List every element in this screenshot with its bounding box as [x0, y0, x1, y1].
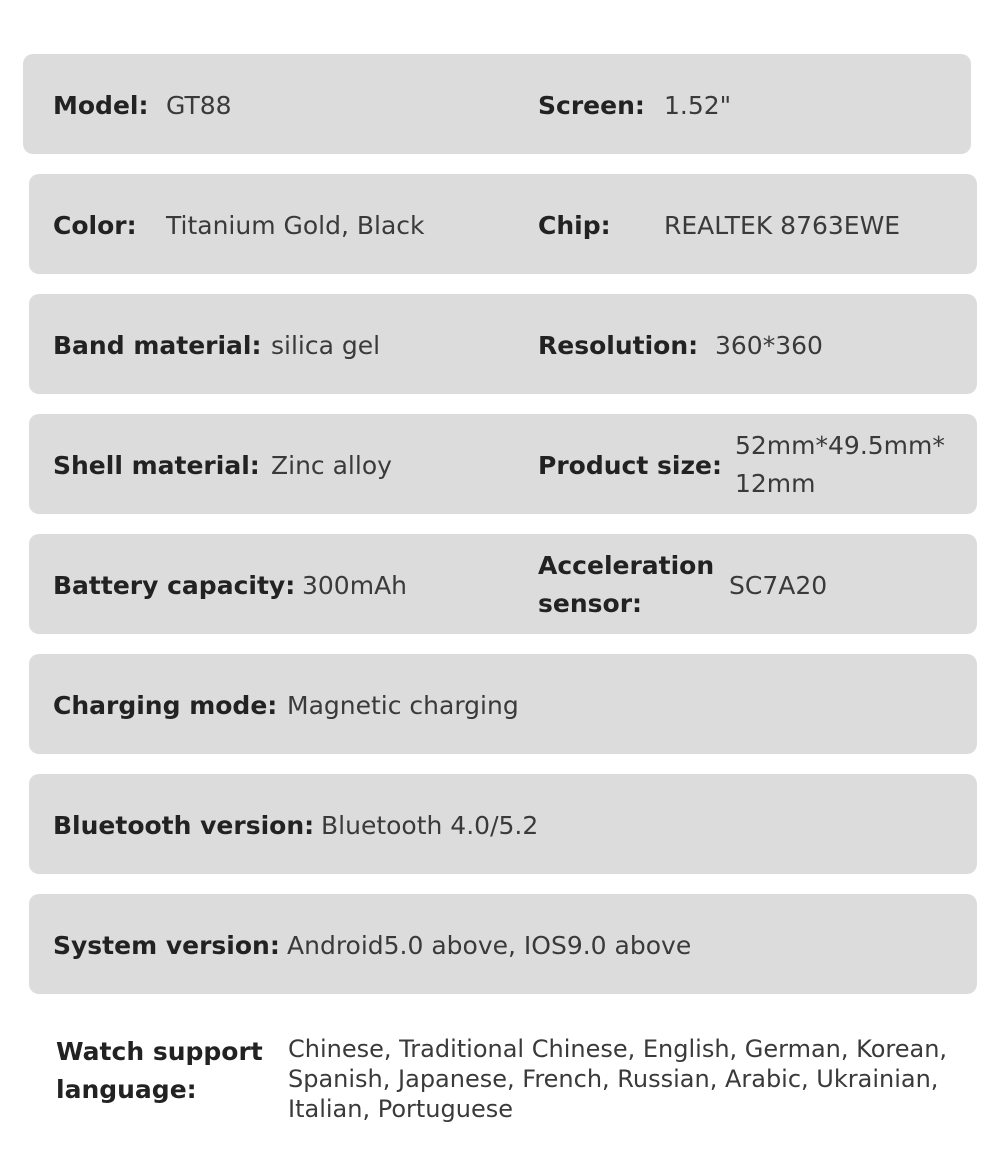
system-version-label: System version: — [53, 931, 280, 960]
product-size-value-line2: 12mm — [735, 469, 816, 498]
acceleration-sensor-label-line1: Acceleration — [538, 551, 715, 580]
watch-support-language-value: Chinese, Traditional Chinese, English, German, Korean, Spanish, Japanese, French, Russian, Arabic, Ukrainian, Italian, Portuguese — [288, 1035, 948, 1123]
model-value: GT88 — [166, 91, 232, 120]
screen-value: 1.52" — [664, 91, 732, 120]
bluetooth-version-value: Bluetooth 4.0/5.2 — [321, 811, 539, 840]
product-size-label: Product size: — [538, 451, 722, 480]
acceleration-sensor-value: SC7A20 — [729, 571, 828, 600]
watch-support-language-label-line2: language: — [56, 1075, 197, 1104]
system-version-value: Android5.0 above, IOS9.0 above — [287, 931, 692, 960]
charging-mode-label: Charging mode: — [53, 691, 278, 720]
bluetooth-version-label: Bluetooth version: — [53, 811, 315, 840]
model-label: Model: — [53, 91, 149, 120]
battery-capacity-value: 300mAh — [302, 571, 408, 600]
battery-capacity-label: Battery capacity: — [53, 571, 296, 600]
resolution-value: 360*360 — [715, 331, 823, 360]
band-material-value: silica gel — [271, 331, 381, 360]
shell-material-label: Shell material: — [53, 451, 260, 480]
screen-label: Screen: — [538, 91, 645, 120]
color-label: Color: — [53, 211, 137, 240]
color-value: Titanium Gold, Black — [166, 211, 425, 240]
acceleration-sensor-label-line2: sensor: — [538, 589, 643, 618]
watch-support-language-label-line1: Watch support — [56, 1037, 263, 1066]
chip-label: Chip: — [538, 211, 611, 240]
chip-value: REALTEK 8763EWE — [664, 211, 901, 240]
resolution-label: Resolution: — [538, 331, 699, 360]
charging-mode-value: Magnetic charging — [287, 691, 519, 720]
band-material-label: Band material: — [53, 331, 262, 360]
product-size-value-line1: 52mm*49.5mm* — [735, 431, 945, 460]
shell-material-value: Zinc alloy — [271, 451, 392, 480]
